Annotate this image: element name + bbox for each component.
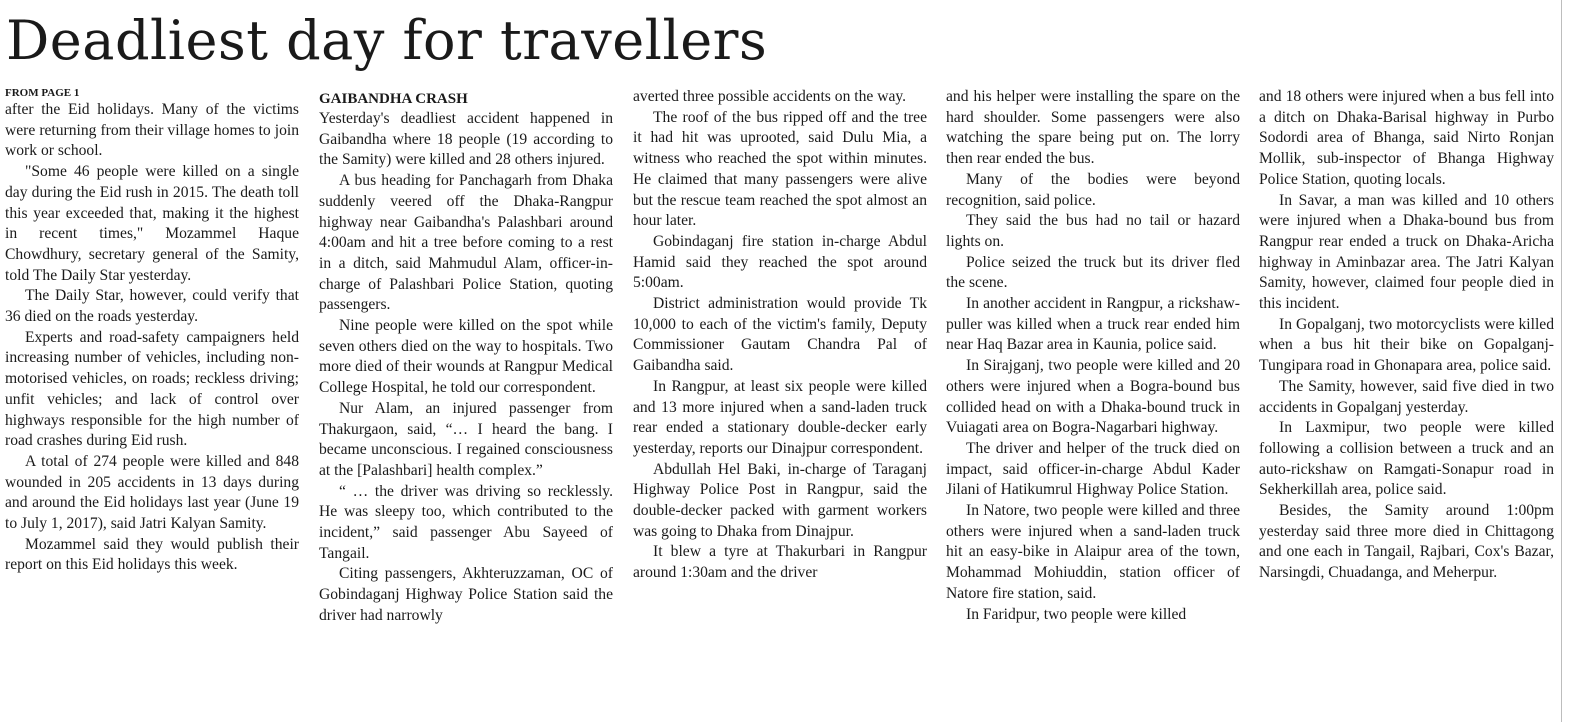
paragraph: A total of 274 people were killed and 848 wounded in 205 accidents in 13 days during and around the Eid holidays last year (June 19 to July 1, 2017), said Jatri Kalyan Samity.: [5, 452, 299, 533]
paragraph: In Laxmipur, two people were killed following a collision between a truck and an auto-rickshaw on Ramgati-Sonapur road in Sekherkillah area, police said.: [1259, 419, 1554, 499]
paragraph: Abdullah Hel Baki, in-charge of Taraganj Highway Police Post in Rangpur, said the double-decker packed with garment workers was going to Dhaka from Dinajpur.: [633, 460, 927, 540]
subheading: GAIBANDHA CRASH: [319, 91, 468, 107]
column-3: [633, 87, 927, 584]
paragraph: Nine people were killed on the spot while seven others died on the way to hospitals. Two more died of their wounds at Rangpur Medical College Hospital, he told our correspondent.: [319, 317, 613, 397]
column-2: [319, 90, 613, 627]
paragraph: Nur Alam, an injured passenger from Thakurgaon, said, “… I heard the bang. I became unconscious. I regained consciousness at the [Palashbari] health complex.”: [319, 399, 613, 479]
right-border-rule: [1561, 0, 1562, 722]
paragraph: In another accident in Rangpur, a rickshaw-puller was killed when a truck rear ended him near Haq Bazar area in Kaunia, police said.: [946, 295, 1240, 354]
column-1: [5, 87, 299, 576]
paragraph: A bus heading for Panchagarh from Dhaka suddenly veered off the Dhaka-Rangpur highway near Gaibandha's Palashbari around 4:00am and hit a tree before coming to a rest in a ditch, said Mahmudul Alam, officer-in-charge of Palashbari Police Station, quoting passengers.: [319, 172, 613, 314]
paragraph: In Sirajganj, two people were killed and 20 others were injured when a Bogra-bound bus collided head on with a Dhaka-bound truck in Vuiagati area on Bogra-Nagarbari highway.: [946, 357, 1240, 437]
paragraph: The Daily Star, however, could verify that 36 died on the roads yesterday.: [5, 287, 299, 326]
paragraph: The Samity, however, said five died in two accidents in Gopalganj yesterday.: [1259, 377, 1554, 416]
paragraph: In Rangpur, at least six people were killed and 13 more injured when a sand-laden truck rear ended a stationary double-decker early yesterday, reports our Dinajpur correspondent.: [633, 377, 927, 457]
column-4: [946, 87, 1240, 625]
paragraph: Yesterday's deadliest accident happened in Gaibandha where 18 people (19 according to the Samity) were killed and 28 others injured.: [319, 110, 613, 169]
paragraph: They said the bus had no tail or hazard lights on.: [946, 212, 1240, 250]
paragraph: Gobindaganj fire station in-charge Abdul Hamid said they reached the spot around 5:00am.: [633, 232, 927, 292]
paragraph: Besides, the Samity around 1:00pm yesterday said three more died in Chittagong and one each in Tangail, Rajbari, Cox's Bazar, Narsingdi, Chuadanga, and Meherpur.: [1259, 502, 1554, 582]
paragraph: In Natore, two people were killed and three others were injured when a sand-laden truck hit an easy-bike in Alaipur area of the town, Mohammad Mohiuddin, station officer of Natore fire station, said.: [946, 502, 1240, 602]
column-5: [1259, 87, 1554, 584]
paragraph: In Faridpur, two people were killed: [966, 605, 1187, 623]
paragraph: The driver and helper of the truck died on impact, said officer-in-charge Abdul Kader Jilani of Hatikumrul Highway Police Station.: [946, 439, 1240, 499]
paragraph: District administration would provide Tk 10,000 to each of the victim's family, Deputy Commissioner Gautam Chandra Pal of Gaibandha said.: [633, 295, 927, 375]
headline: Deadliest day for travellers: [6, 9, 768, 72]
paragraph: In Gopalganj, two motorcyclists were killed when a bus hit their bike on Gopalganj-Tungipara road in Ghonapara area, police said.: [1259, 315, 1554, 375]
paragraph: averted three possible accidents on the way.: [633, 88, 907, 105]
paragraph: The roof of the bus ripped off and the tree it had hit was uprooted, said Dulu Mia, a witness who reached the spot within minutes. He claimed that many passengers were alive but the rescue team reached the spot almost an hour later.: [633, 108, 927, 230]
paragraph: after the Eid holidays. Many of the victims were returning from their village homes to join work or school.: [5, 101, 299, 160]
paragraph: In Savar, a man was killed and 10 others were injured when a Dhaka-bound bus from Rangpur rear ended a truck on Dhaka-Aricha highway in Aminbazar area. The Jatri Kalyan Samity, however, claimed four people died in this incident.: [1259, 191, 1554, 313]
paragraph: It blew a tyre at Thakurbari in Rangpur around 1:30am and the driver: [633, 543, 927, 582]
paragraph: Experts and road-safety campaigners held increasing number of vehicles, including non-motorised vehicles, on roads; reckless driving; unfit vehicles; and lack of control over highways responsible for the high number of road crashes during Eid rush.: [5, 328, 299, 450]
paragraph: Citing passengers, Akhteruzzaman, OC of Gobindaganj Highway Police Station said the driver had narrowly: [319, 565, 613, 624]
paragraph: and 18 others were injured when a bus fell into a ditch on Dhaka-Barisal highway in Purbo Sodordi area of Bhanga, said Nirto Ronjan Mollik, sub-inspector of Bhanga Highway Police Station, quoting locals.: [1259, 88, 1554, 188]
paragraph: "Some 46 people were killed on a single day during the Eid rush in 2015. The death toll this year exceeded that, making it the highest in recent times," Mozammel Haque Chowdhury, secretary general of the Samity, told The Daily Star yesterday.: [5, 163, 299, 284]
paragraph: “ … the driver was driving so recklessly. He was sleepy too, which contributed to the incident,” said passenger Abu Sayeed of Tangail.: [319, 482, 613, 562]
continued-from-label: FROM PAGE 1: [5, 87, 80, 99]
paragraph: Many of the bodies were beyond recognition, said police.: [946, 170, 1240, 209]
paragraph: and his helper were installing the spare on the hard shoulder. Some passengers were also watching the spare being put on. The lorry then rear ended the bus.: [946, 88, 1240, 168]
paragraph: Mozammel said they would publish their report on this Eid holidays this week.: [5, 535, 299, 574]
paragraph: Police seized the truck but its driver fled the scene.: [946, 253, 1240, 292]
